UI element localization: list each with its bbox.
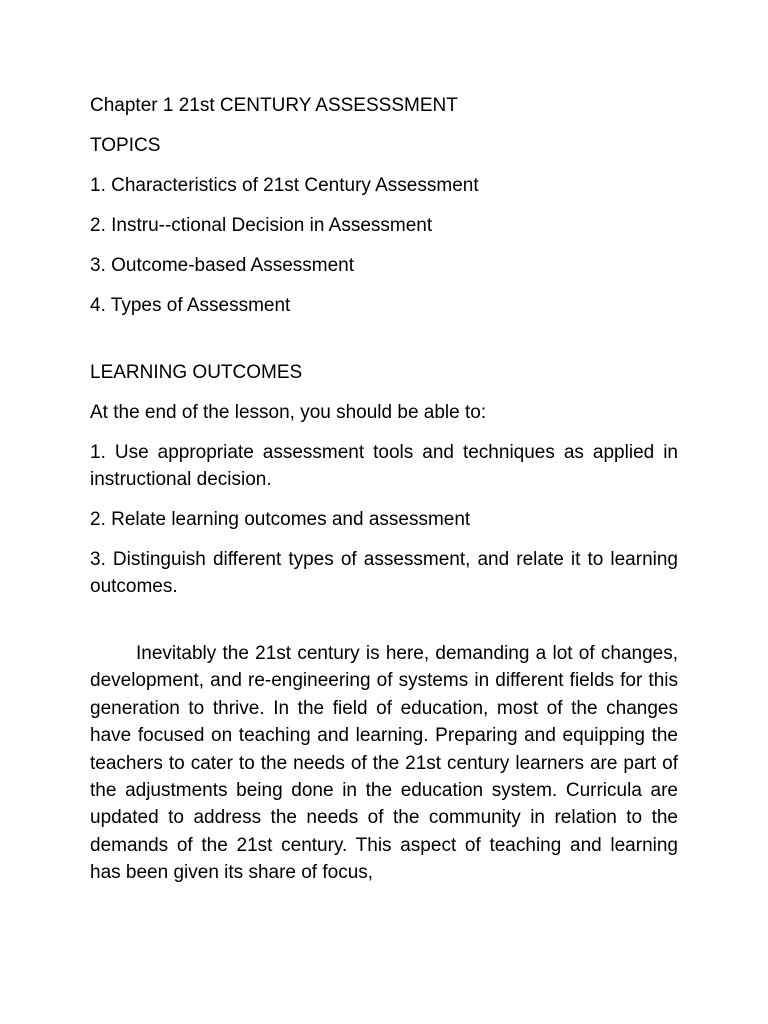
section-spacer <box>90 613 678 640</box>
document-content <box>90 92 678 887</box>
topics-heading: TOPICS <box>90 135 161 156</box>
outcomes-intro: At the end of the lesson, you should be able to: <box>90 402 487 423</box>
topic-item: 4. Types of Assessment <box>90 295 291 316</box>
topic-item: 1. Characteristics of 21st Century Assessment <box>90 175 479 196</box>
section-spacer <box>90 332 678 359</box>
outcomes-heading: LEARNING OUTCOMES <box>90 362 303 383</box>
chapter-title: Chapter 1 21st CENTURY ASSESSSMENT <box>90 95 458 116</box>
topic-item: 3. Outcome-based Assessment <box>90 255 355 276</box>
topics-list <box>90 172 678 319</box>
outcomes-list <box>90 439 678 600</box>
topic-item: 2. Instru--ctional Decision in Assessment <box>90 215 433 236</box>
outcome-item: 1. Use appropriate assessment tools and techniques as applied in instructional decision. <box>90 442 678 490</box>
outcome-item: 3. Distinguish different types of assessment, and relate it to learning outcomes. <box>90 549 678 597</box>
body-paragraph: Inevitably the 21st century is here, demanding a lot of changes, development, and re-engineering of systems in different fields for this generation to thrive. In the field of education, most of the changes have focused on teaching and learning. Preparing and equipping the teachers to cater to the needs of the 21st century learners are part of the adjustments being done in the education system. Curricula are updated to address the needs of the community in relation to the demands of the 21st century. This aspect of teaching and learning has been given its share of focus, <box>90 643 678 884</box>
outcome-item: 2. Relate learning outcomes and assessment <box>90 509 471 530</box>
